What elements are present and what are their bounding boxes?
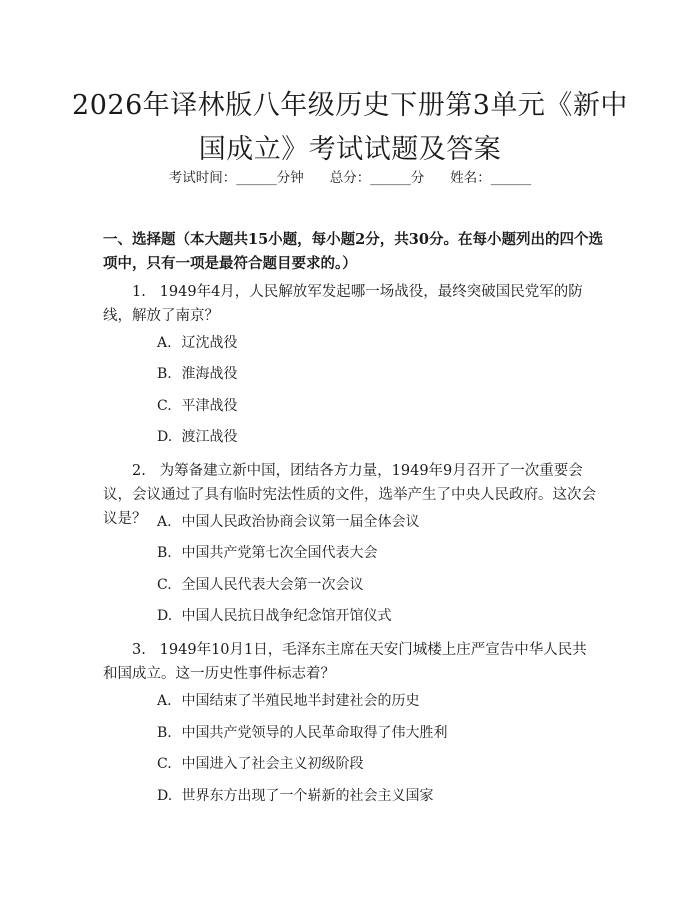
option-key: C. — [157, 398, 172, 414]
question-2: 2. 为筹备建立新中国，团结各方力量，1949年9月召开了一次重要会议，会议通过了具有临时宪法性质的文件，选举产生了中央人民政府。这次会议是？ — [103, 463, 596, 527]
student-name-field: 姓名：______ — [450, 170, 532, 186]
option-text: 中国人民抗日战争纪念馆开馆仪式 — [181, 608, 392, 624]
option-text: 中国人民政治协商会议第一届全体会议 — [181, 514, 420, 530]
exam-time-field: 考试时间：______分钟 — [168, 170, 304, 186]
question-2-option-b — [157, 543, 597, 563]
option-text: 辽沈战役 — [181, 335, 238, 351]
option-key: C. — [157, 577, 172, 593]
option-key: D. — [157, 608, 173, 624]
option-text: 淮海战役 — [181, 366, 238, 382]
option-text: 中国共产党第七次全国代表大会 — [181, 545, 378, 561]
question-3-option-a — [157, 691, 597, 711]
option-text: 平津战役 — [181, 398, 238, 414]
question-3-option-d — [157, 786, 597, 806]
question-2-option-c — [157, 575, 597, 595]
option-key: A. — [157, 514, 172, 530]
exam-meta — [0, 168, 700, 188]
question-2-option-d — [157, 606, 597, 626]
option-text: 中国共产党领导的人民革命取得了伟大胜利 — [181, 725, 448, 741]
question-3-option-c — [157, 754, 597, 774]
question-3-option-b — [157, 723, 597, 743]
total-score-field: 总分：______分 — [329, 170, 425, 186]
section-heading: 一、选择题（本大题共15小题，每小题2分，共30分。在每小题列出的四个选项中，只有一项是最符合题目要求的。） — [103, 231, 603, 272]
page-title: 2026年译林版八年级历史下册第3单元《新中国成立》考试试题及答案 — [72, 90, 628, 165]
option-key: C. — [157, 756, 172, 772]
question-1-option-c — [157, 396, 597, 416]
question-2-option-a — [157, 512, 597, 532]
option-key: D. — [157, 429, 173, 445]
option-text: 全国人民代表大会第一次会议 — [181, 577, 364, 593]
option-text: 渡江战役 — [181, 429, 238, 445]
option-text: 中国进入了社会主义初级阶段 — [181, 756, 364, 772]
question-1-option-b — [157, 364, 597, 384]
option-key: B. — [157, 545, 172, 561]
option-key: A. — [157, 335, 172, 351]
option-text: 中国结束了半殖民地半封建社会的历史 — [181, 693, 420, 709]
option-text: 世界东方出现了一个崭新的社会主义国家 — [181, 788, 434, 804]
option-key: A. — [157, 693, 172, 709]
option-key: B. — [157, 366, 172, 382]
option-key: B. — [157, 725, 172, 741]
question-3: 3. 1949年10月1日，毛泽东主席在天安门城楼上庄严宣告中华人民共和国成立。这一历史性事件标志着？ — [103, 642, 587, 682]
question-1-option-a — [157, 333, 597, 353]
question-1-option-d — [157, 427, 597, 447]
question-1: 1. 1949年4月，人民解放军发起哪一场战役，最终突破国民党军的防线，解放了南京？ — [103, 284, 583, 324]
option-key: D. — [157, 788, 173, 804]
